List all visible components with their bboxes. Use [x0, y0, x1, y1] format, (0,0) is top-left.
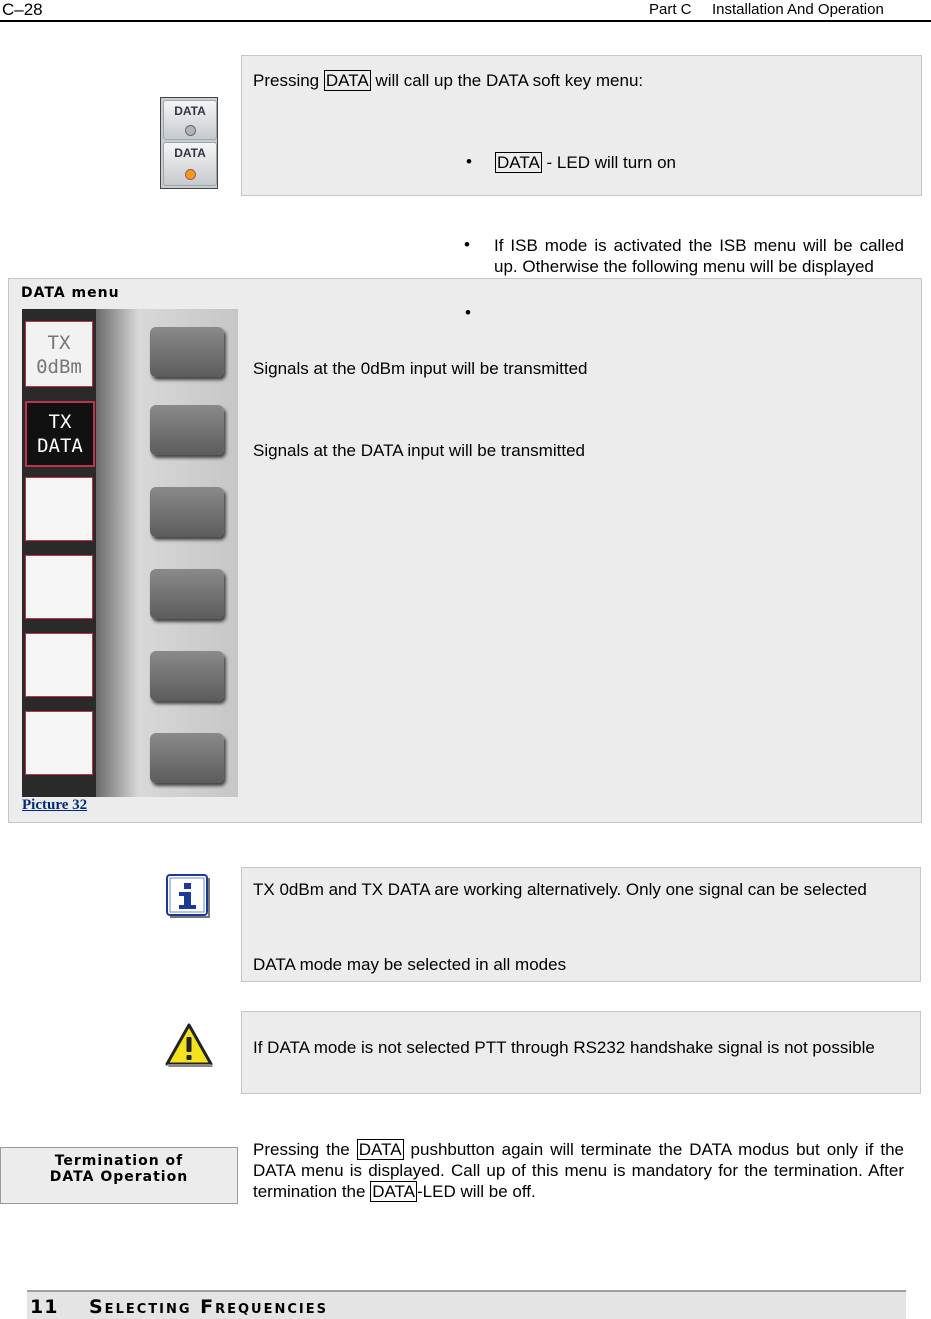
data-key-top-label: DATA	[174, 104, 206, 118]
info-note-box	[241, 867, 921, 982]
softkey-button	[150, 327, 224, 377]
intro-box	[241, 55, 922, 196]
softkey-label-tx-0dbm: TX 0dBm	[25, 321, 93, 387]
data-key-top	[163, 100, 217, 140]
termination-label-box	[0, 1147, 238, 1204]
data-key-bottom	[163, 142, 217, 186]
led-bullet-text: DATA - LED will turn on	[497, 153, 676, 172]
intro-line: Pressing DATA will call up the DATA soft key menu:	[253, 71, 644, 90]
data-key-ref: DATA	[325, 71, 369, 90]
softkey-label-empty	[25, 711, 93, 775]
page-number: C–28	[2, 0, 43, 19]
warning-note-text: If DATA mode is not selected PTT through RS232 handshake signal is not possible	[253, 1038, 875, 1057]
termination-label-line2: DATA Operation	[49, 1169, 189, 1185]
data-key-ref: DATA	[372, 1182, 416, 1201]
info-icon	[166, 874, 210, 918]
bullet-icon: •	[465, 303, 471, 322]
termination-label-line1: Termination of	[54, 1153, 184, 1169]
data-key-ref: DATA	[497, 153, 540, 172]
softkey-button	[150, 569, 224, 619]
softkey-button	[150, 651, 224, 701]
section-heading	[27, 1290, 906, 1319]
section-title: Selecting Frequencies	[89, 1296, 328, 1318]
bezel	[96, 309, 238, 797]
softkey-label-empty	[25, 555, 93, 619]
bullet-icon: •	[464, 235, 470, 254]
header-section: Installation And Operation	[712, 1, 884, 18]
softkey-button	[150, 487, 224, 537]
isb-text: If ISB mode is activated the ISB menu will be called up. Otherwise the following menu will be displayed	[494, 236, 904, 276]
data-key-bottom-label: DATA	[174, 146, 206, 160]
warning-note-box	[241, 1011, 921, 1094]
desc-0dbm: Signals at the 0dBm input will be transmitted	[253, 359, 588, 378]
warning-icon	[164, 1022, 214, 1068]
bullet-icon: •	[466, 152, 472, 171]
data-menu-panel	[8, 278, 922, 823]
data-menu-label: DATA menu	[21, 285, 120, 301]
data-key-ref: DATA	[358, 1140, 402, 1159]
desc-data: Signals at the DATA input will be transmitted	[253, 441, 585, 460]
led-on-icon	[185, 169, 196, 180]
header-part: Part C	[649, 1, 692, 18]
softkey-button	[150, 405, 224, 455]
picture-caption: Picture 32	[22, 797, 88, 813]
info-note-line2: DATA mode may be selected in all modes	[253, 955, 567, 974]
softkey-label-empty	[25, 633, 93, 697]
data-key-illustration	[160, 97, 218, 189]
section-number: 11	[30, 1296, 59, 1318]
info-note-line1: TX 0dBm and TX DATA are working alternatively. Only one signal can be selected	[253, 880, 867, 899]
softkey-label-tx-data: TX DATA	[25, 401, 95, 467]
page-header	[0, 0, 931, 22]
led-off-icon	[185, 125, 196, 136]
termination-text: Pressing the DATA pushbutton again will terminate the DATA modus but only if the DATA menu is displayed. Call up of this menu is mandatory for the termination. After termination the DATA -LED will be off.	[253, 1140, 904, 1201]
softkey-button	[150, 733, 224, 783]
softkey-label-empty	[25, 477, 93, 541]
softkey-screen-image	[22, 309, 238, 797]
header-rule	[0, 20, 931, 22]
